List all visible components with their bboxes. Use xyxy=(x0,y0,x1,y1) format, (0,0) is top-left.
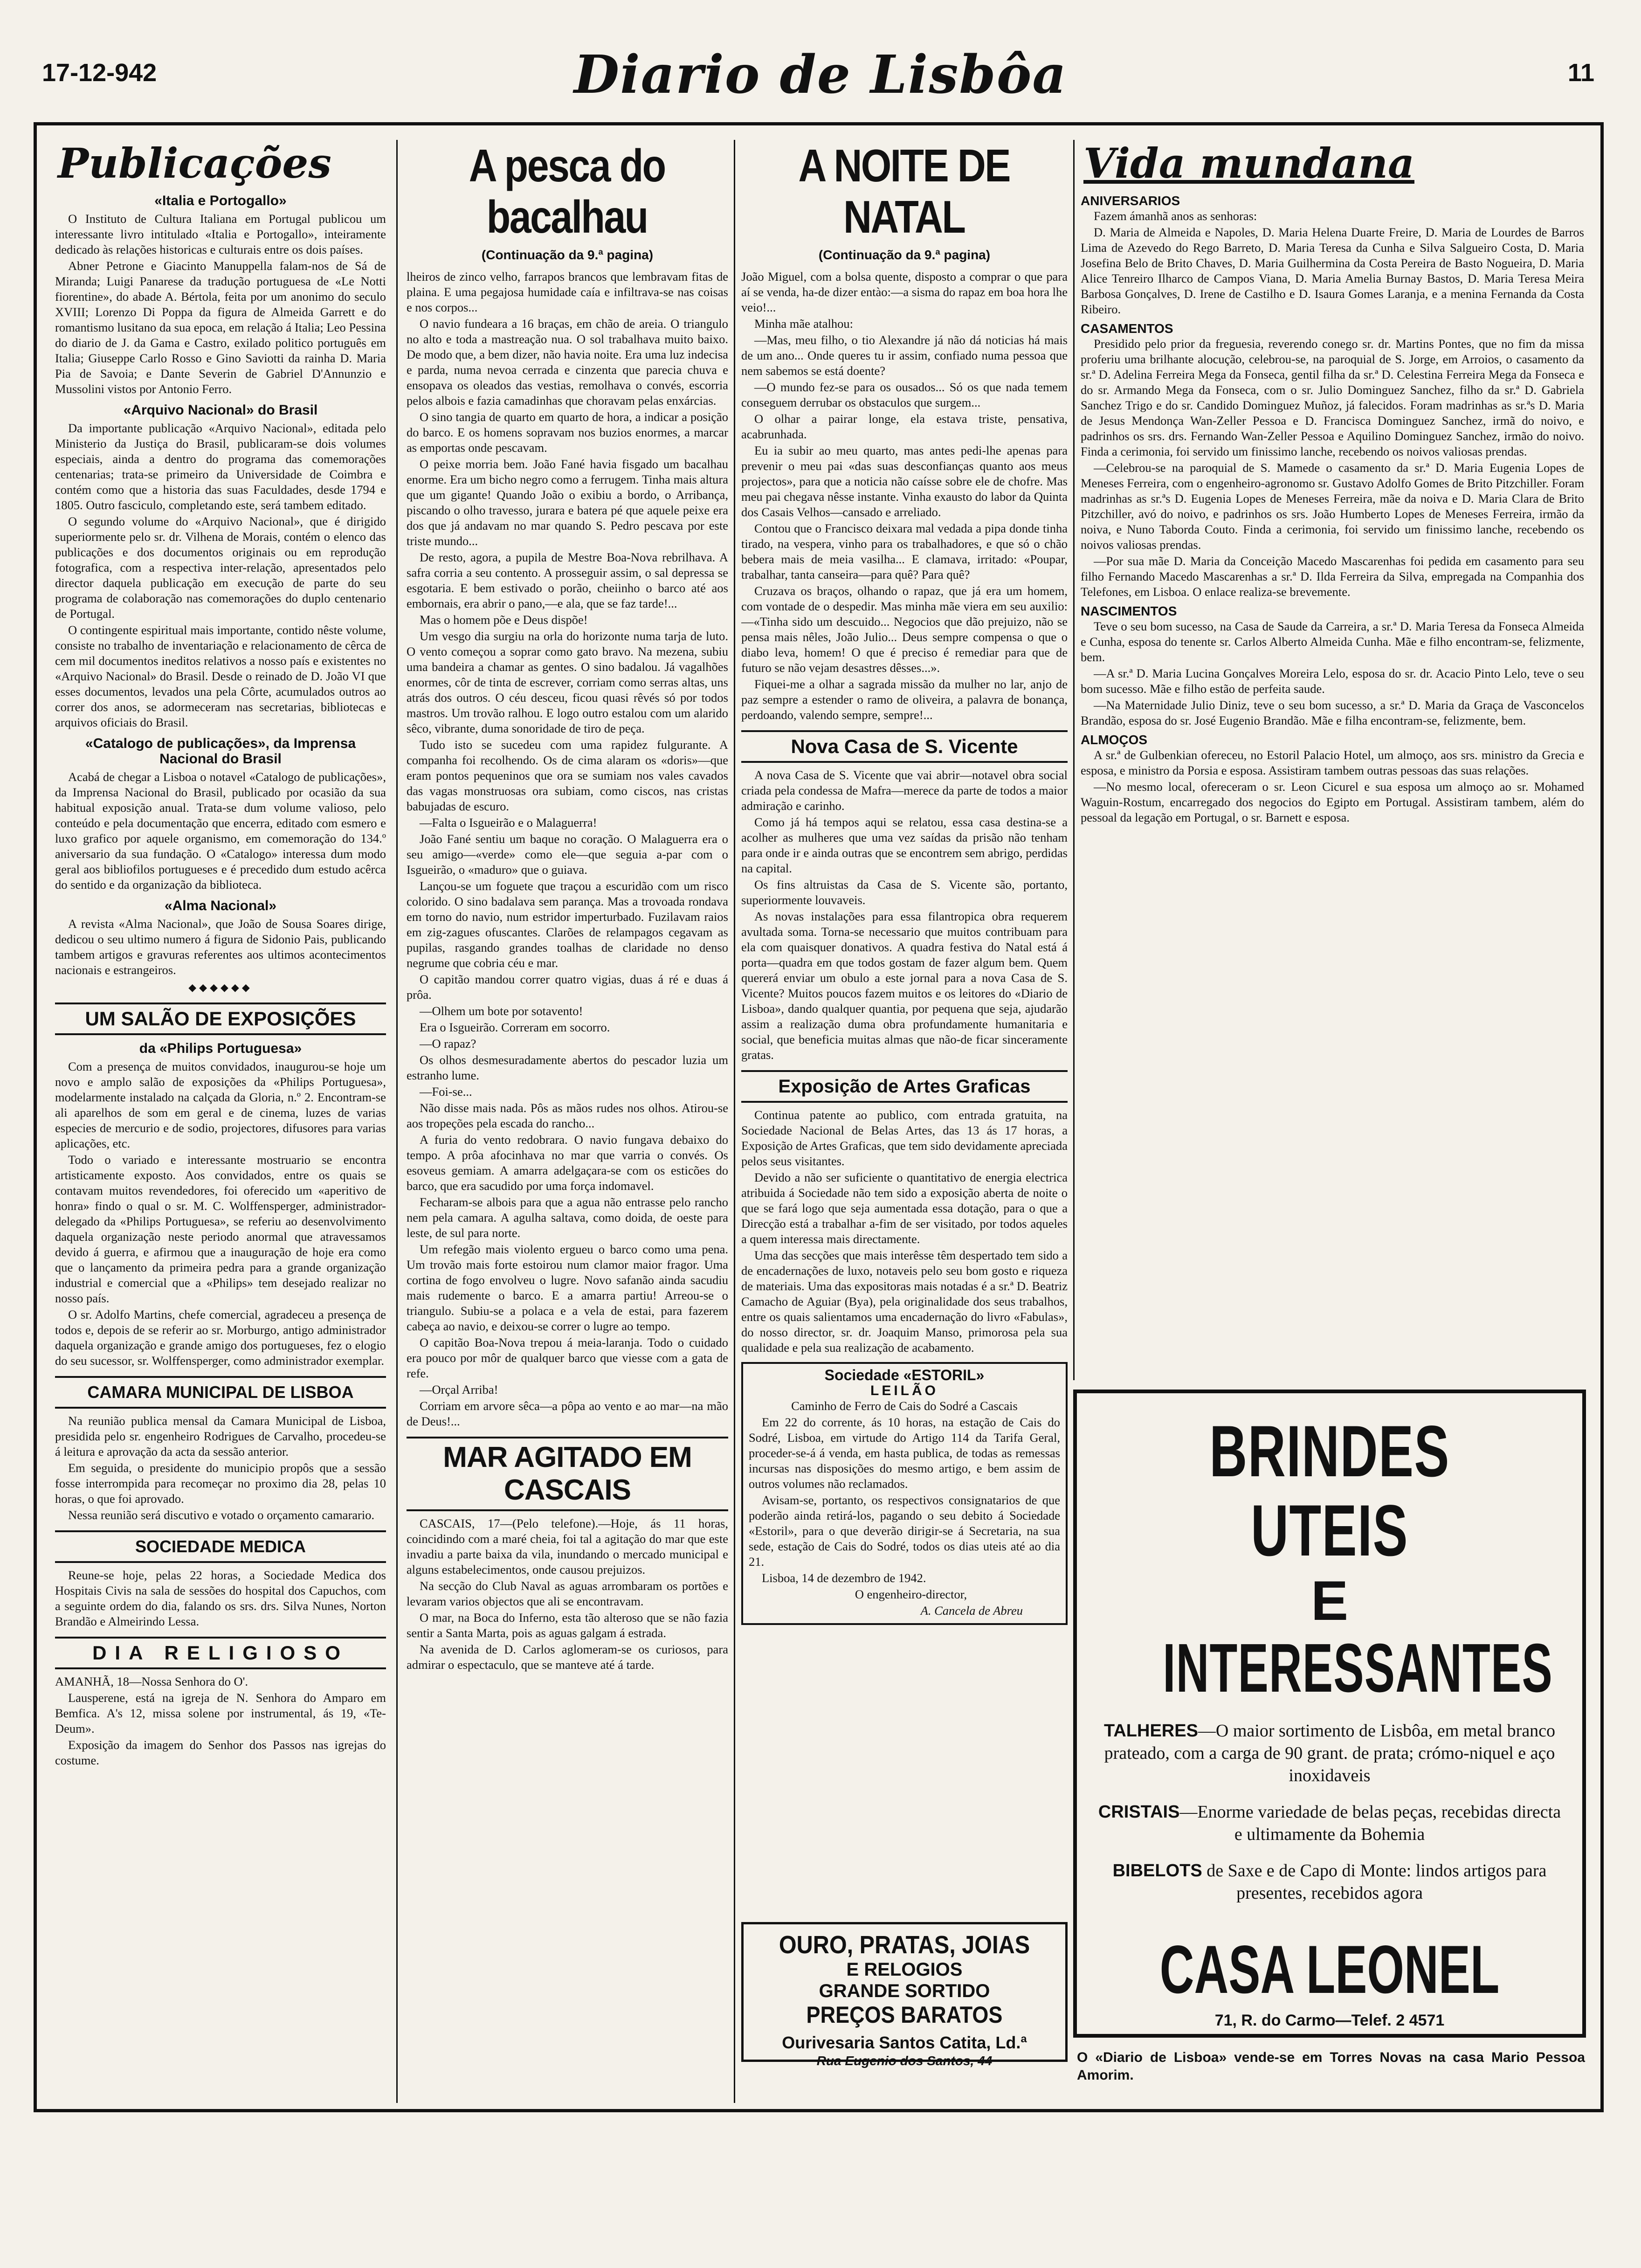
paragraph: Um vesgo dia surgiu na orla do horizonte numa tarja de luto. O vento começou a soprar como gato bravo. Na mezena, subiu uma bandeira a chamar as gentes. O sino badalou. Já vagalhões enormes, côr de tinta de escrever, corriam como serras altas, uns atrás dos outros. O céu desceu, ficou quasi rêvés só por todos mastros. Um trovão ralhou. E logo outro estalou com um alarido sêco, vibrante, duma sonoridade de tiro de peça. xyxy=(407,629,728,735)
article-title: «Italia e Portogallo» xyxy=(154,193,287,208)
paragraph: Lançou-se um foguete que traçou a escuridão com um risco colorido. O sino badalava sem parança. Mas a trovoada rondava em torno do navio, num estridor imperturbado. Fuzilavam raios em zig-zagues ofuscantes. Clarões de relampagos cegavam as pupilas, rasgando grandes toalhas de claridade no denso negrume que cobria céu e mar. xyxy=(407,879,728,970)
advert-item xyxy=(1077,1801,1582,1846)
paragraph: João Miguel, com a bolsa quente, disposto a comprar o que para aí se venda, ha-de dizer entào:—a sisma do rapaz em boa hora lhe veio!... xyxy=(741,270,1068,314)
paragraph: D. Maria de Almeida e Napoles, D. Maria Helena Duarte Freire, D. Maria de Lourdes de Barros Lima de Azevedo do Rego Barreto, D. Maria Teresa da Cunha e Silva Salgueiro Costa, D. Maria Josefina Belo de Brito Chaves, D. Maria Guilhermina da Costa Pereira de Basto Nogueira, D. Maria Alice Tenreiro Ilharco de Campos Viana, D. Maria Amelia Burnay Bastos, D. Maria Teresa Meira Barbosa Gonçalves, D. Irene de Castilho e D. Isaura Gomes Laranja, e a menina Fernanda da Costa Ribeiro. xyxy=(1081,225,1584,316)
paragraph: A nova Casa de S. Vicente que vai abrir—notavel obra social criada pela condessa de Mafra—merece da parte de todos a maior admiração e carinho. xyxy=(741,768,1068,813)
article-headline: Exposição de Artes Graficas xyxy=(741,1070,1068,1103)
paragraph: Fecharam-se albois para que a agua não entrasse pelo rancho nem pela camara. A agulha saltava, como doida, de oeste para leste, de sul para norte. xyxy=(407,1195,728,1240)
paragraph: —A sr.ª D. Maria Lucina Gonçalves Moreira Lelo, esposa do sr. dr. Acacio Pinto Lelo, teve o seu bom sucesso. Mãe e filho estão de perfeita saude. xyxy=(1081,666,1584,696)
continuation-note: (Continuação da 9.ª pagina) xyxy=(481,248,654,262)
paragraph: —Falta o Isgueirão e o Malaguerra! xyxy=(420,816,597,830)
paragraph: lheiros de zinco velho, farrapos brancos que lembravam fitas de plaina. E uma pegajosa humidade caía e infiltrava-se nas coisas e nos corpos... xyxy=(407,270,728,314)
paragraph: O sr. Adolfo Martins, chefe comercial, agradeceu a presença de todos e, depois de se referir ao sr. Morburgo, antigo administrador daquela organização e grande amigo dos portugueses, fez o elogio do seu sucessor, sr. Wolffensperger, como administrador exemplar. xyxy=(55,1307,386,1368)
paragraph: O capitão mandou correr quatro vigias, duas á ré e duas á prôa. xyxy=(407,972,728,1002)
paragraph: A revista «Alma Nacional», que João de Sousa Soares dirige, dedicou o seu ultimo numero á figura de Sidonio Pais, publicando tambem artigos e gravuras referentes aos ultimos acontecimentos nacionais e estrangeiros. xyxy=(55,917,386,977)
paragraph: Uma das secções que mais interêsse têm despertado tem sido a de encadernações de luxo, notaveis pelo seu bom gosto e riqueza de materiais. Uma das expositoras mais notadas é a sr.ª D. Beatriz Camacho de Aguiar (Bya), pela originalidade dos seus trabalhos, entre os quais salientamos uma encadernação do livro «Fabulas», do nosso director, sr. dr. Joaquim Manso, primorosa pela sua qualidade e pela sua realização de acabamento. xyxy=(741,1248,1068,1355)
advert-item-text: —O maior sortimento de Lisbôa, em metal branco prateado, com a carga de 90 grant. de prata; crómo-niquel e aço inoxidaveis xyxy=(1104,1721,1556,1785)
advert-item xyxy=(1077,1720,1582,1787)
notice-date: Lisboa, 14 de dezembro de 1942. xyxy=(762,1571,926,1585)
advert-headline: E xyxy=(1310,1570,1349,1632)
advert-item-title: CRISTAIS xyxy=(1098,1802,1180,1822)
paragraph: —O mundo fez-se para os ousados... Só os que nada temem conseguem derrubar os obstaculos que surgem... xyxy=(741,380,1068,409)
column-rule xyxy=(396,140,398,2103)
paragraph: Lausperene, está na igreja de N. Senhora do Amparo em Bemfica. A's 12, missa solene por instrumental, ás 19, «Te-Deum». xyxy=(55,1691,386,1736)
paragraph: Não disse mais nada. Pôs as mãos rudes nos olhos. Atirou-se aos tropeções pela escada do rancho... xyxy=(407,1101,728,1130)
paragraph: Fazem ámanhã anos as senhoras: xyxy=(1094,209,1257,223)
advert-address: Rua Eugenio dos Santos, 44 xyxy=(816,2054,993,2068)
newspaper-title: Diario de Lisbôa xyxy=(574,44,1067,105)
column-pesca-bacalhau xyxy=(407,140,728,2098)
paragraph: Na reunião publica mensal da Camara Municipal de Lisboa, presidida pelo sr. engenheiro Rodrigues de Carvalho, procedeu-se á leitura e aprovação da acta da sessão anterior. xyxy=(55,1414,386,1459)
masthead xyxy=(42,44,1599,119)
section-title: Publicações xyxy=(58,140,331,187)
column-vida-mundana xyxy=(1081,140,1584,1376)
continuation-note: (Continuação da 9.ª pagina) xyxy=(818,248,991,262)
paragraph: Da importante publicação «Arquivo Nacional», editada pelo Ministerio da Justiça do Brasil, publicaram-se dois volumes especiais, ainda a dentro do programa das comemorações centenarias; trata-se primeiro da Universidade de Coimbra e contém como que a historia das suas Faculdades, desde 1794 e 1805. Outro fasciculo, completando este, será tambem editado. xyxy=(55,421,386,512)
article-headline: Nova Casa de S. Vicente xyxy=(741,730,1068,763)
paragraph: O navio fundeara a 16 braças, em chão de areia. O triangulo no alto e toda a mastreação nua. O sol trabalhava muito baixo. De modo que, a bem dizer, não havia noite. Era uma luz indecisa e parda, numa nevoa cerrada e cinzenta que parecia chuva e ensopava os oleados das vestias, remolhava o convés, escorria pelos albois e fazia camadinhas que choravam pelas enxárcias. xyxy=(407,317,728,408)
paragraph: Reune-se hoje, pelas 22 horas, a Sociedade Medica dos Hospitais Civis na sala de sessões do hospital dos Capuchos, com a seguinte ordem do dia, falando os srs. drs. Silva Nunes, Norton Brandão e Almeirindo Lessa. xyxy=(55,1568,386,1628)
paragraph: Como já há tempos aqui se relatou, essa casa destina-se a acolher as mulheres que uma vez saídas da prisão não tenham para onde ir e ainda outras que se encontrem sem abrigo, perdidas na capital. xyxy=(741,815,1068,875)
article-subtitle: da «Philips Portuguesa» xyxy=(139,1041,302,1056)
paragraph: Devido a não ser suficiente o quantitativo de energia electrica atribuida á Sociedade não tem sido a exposição aberta de noite o que se fará logo que seja aumentada essa dotação, para o que a Direcção está a trabalhar a-fim de ser visitado, por todos aqueles a quem interessa mais directamente. xyxy=(741,1170,1068,1246)
article-title: «Arquivo Nacional» do Brasil xyxy=(123,402,318,418)
advert-line: OURO, PRATAS, JOIAS xyxy=(779,1931,1030,1959)
advert-headline: INTERESSANTES xyxy=(1163,1630,1553,1707)
paragraph: —No mesmo local, ofereceram o sr. Leon Cicurel e sua esposa um almoço ao sr. Mohamed Waguin-Rostum, encarregado dos negocios do Egipto em Portugal. Assistiram tambem, além do pessoal da legação em Portugal, o sr. Barnett e esposa. xyxy=(1081,780,1584,824)
paragraph: Continua patente ao publico, com entrada gratuita, na Sociedade Nacional de Belas Artes, das 13 ás 17 horas, a Exposição de Artes Graficas, que tem sido devidamente apreciada pelos seus visitantes. xyxy=(741,1108,1068,1168)
advert-shop: Ourivesaria Santos Catita, Ld.ª xyxy=(782,2033,1027,2052)
advert-line: GRANDE SORTIDO xyxy=(819,1981,990,2001)
article-headline: MAR AGITADO EM CASCAIS xyxy=(407,1437,728,1511)
paragraph: O segundo volume do «Arquivo Nacional», que é dirigido superiormente pelo sr. dr. Vilhena de Morais, contém o elenco das publicações e dos documentos originais ou em reprodução fotografica, com a respectiva inter-relação, apresentados pelo director daquela publicação em execução de parte do seu programa de colaboração nas comemorações do duplo centenario de Portugal. xyxy=(55,514,386,621)
advert-headline: BRINDES UTEIS xyxy=(1209,1411,1450,1571)
column-rule xyxy=(1073,140,1075,1380)
distribution-note: O «Diario de Lisboa» vende-se em Torres Novas na casa Mario Pessoa Amorim. xyxy=(1077,2050,1585,2083)
paragraph: O olhar a pairar longe, ela estava triste, pensativa, acabrunhada. xyxy=(741,412,1068,441)
paragraph: —Orçal Arriba! xyxy=(420,1383,498,1397)
article-headline: A pesca do bacalhau xyxy=(469,140,665,242)
advert-item-title: TALHERES xyxy=(1103,1721,1198,1741)
paragraph: A sr.ª de Gulbenkian ofereceu, no Estoril Palacio Hotel, um almoço, aos srs. ministro da Grecia e esposa, e ministro da Porsia e esposa. Assistiram tambem outras pessoas das suas relações. xyxy=(1081,748,1584,777)
article-title: «Catalogo de publicações», da Imprensa Nacional do Brasil xyxy=(85,736,356,767)
paragraph: Avisam-se, portanto, os respectivos consignatarios de que poderão ainda retirá-los, pagando o seu debito á Sociedade «Estoril», para o que deverão dirigir-se á Secretaria, na sua sede, estação de Cais do Sodré, todos os dias uteis até ao dia 21. xyxy=(749,1493,1060,1569)
paragraph: Na avenida de D. Carlos aglomeram-se os curiosos, para admirar o espectaculo, que se manteve até á tarde. xyxy=(407,1642,728,1672)
subsection-label: ALMOÇOS xyxy=(1081,733,1148,747)
advert-item-text: de Saxe e de Capo di Monte: lindos artigos para presentes, recebidos agora xyxy=(1202,1861,1547,1903)
advert-shop-name: CASA LEONEL xyxy=(1159,1931,1500,2007)
article-headline: DIA RELIGIOSO xyxy=(55,1637,386,1669)
paragraph: Todo o variado e interessante mostruario se encontra artisticamente exposto. Aos convidados, entre os quais se contavam muitos revendedores, foi oferecido um «aperitivo de honra» findo o qual o sr. M. C. Wolffensperger, administrador-delegado da «Philips Portuguesa», se referiu ao desenvolvimento daquela organização neste periodo anormal que atravessamos devido á guerra, e afirmou que a inauguração de hoje era como que o lançamento da primeira pedra para a grande organização industrial e comercial que a «Philips» tem desejado realizar no nosso país. xyxy=(55,1153,386,1305)
article-headline: SOCIEDADE MEDICA xyxy=(55,1530,386,1563)
page-number: 11 xyxy=(1567,59,1594,87)
paragraph: —Na Maternidade Julio Diniz, teve o seu bom sucesso, a sr.ª D. Maria da Graça de Vasconcelos Brandão, esposa do sr. José Eugenio Brandão. Mãe e filha encontram-se, felizmente, bem. xyxy=(1081,698,1584,727)
paragraph: Minha mãe atalhou: xyxy=(754,317,853,331)
paragraph: Presidido pelo prior da freguesia, reverendo conego sr. dr. Martins Pontes, que no fim da missa proferiu uma brilhante alocução, celebrou-se, na paroquial de S. Jorge, em Arroios, o casamento da sr.ª D. Adelina Ferreira Mega da Fonseca, gentil filha da sr.ª D. Celestina Ferreira Mega da Fonseca e do sr. Armando Mega da Fonseca, com o sr. Julio Dominguez Sanchez, filho da sr.ª D. Gabriela Sanchez Trigo e do sr. Candido Dominguez Muñoz, já falecidos. Foram madrinhas as sr.ªs D. Maria de Jesus Mendonça Wan-Zeller Pessoa e D. Francisca Dominguez Sanchez, irmã do noivo, e padrinhos os srs. drs. Fernando Wan-Zeller Pessoa e Aquilino Dominguez Sanchez, irmão do noivo. Finda a cerimonia, foi servido um finissimo lanche, recebendo os noivos valiosas prendas. xyxy=(1081,337,1584,458)
paragraph: O mar, na Boca do Inferno, esta tão alteroso que se não fazia sentir a Santa Marta, pois as aguas galgam á estrada. xyxy=(407,1611,728,1640)
paragraph: Teve o seu bom sucesso, na Casa de Saude da Carreira, a sr.ª D. Maria Teresa da Fonseca Almeida e Cunha, esposa do tenente sr. Carlos Alberto Almeida Cunha. Mãe e filho encontram-se, felizmente, bem. xyxy=(1081,619,1584,664)
paragraph: Nessa reunião será discutivo e votado o orçamento camarario. xyxy=(68,1508,375,1522)
column-noite-natal xyxy=(741,140,1068,1912)
article-title: «Alma Nacional» xyxy=(164,898,277,913)
paragraph: —Mas, meu filho, o tio Alexandre já não dá noticias há mais de um ano... Onde queres tu ir assim, confiado numa pessoa que nem sabemos se está doente? xyxy=(741,333,1068,378)
notice-subtitle: LEILÃO xyxy=(870,1383,938,1398)
subsection-label: NASCIMENTOS xyxy=(1081,604,1177,618)
paragraph: Mas o homem põe e Deus dispõe! xyxy=(420,613,588,627)
column-rule xyxy=(734,140,735,2103)
separator: ◆◆◆◆◆◆ xyxy=(188,982,253,993)
paragraph: —Por sua mãe D. Maria da Conceição Macedo Mascarenhas foi pedida em casamento para seu filho Fernando Macedo Mascarenhas a sr.ª D. Ilda Ferreira da Silva, empregada na Companhia dos Telefones, em Lisboa. O enlace realiza-se brevemente. xyxy=(1081,554,1584,599)
paragraph: Era o Isgueirão. Correram em socorro. xyxy=(420,1020,610,1034)
paragraph: —O rapaz? xyxy=(420,1037,476,1051)
article-headline: UM SALÃO DE EXPOSIÇÕES xyxy=(55,1003,386,1035)
section-title: Vida mundana xyxy=(1083,140,1414,187)
paragraph: A furia do vento redobrara. O navio fungava debaixo do tempo. A prôa afocinhava no mar que varria o convés. Os esoveus gemiam. A amarra adelgaçara-se com os esticões do barco, que era sacudido por uma força indomavel. xyxy=(407,1133,728,1193)
paragraph: Um refegão mais violento ergueu o barco como uma pena. Um trovão mais forte estoirou num clamor maior fragor. Uma cortina de fogo envolveu o lugre. Novo safanão ainda sacudiu mais rudemente o barco. E a amarra partiu! Arreou-se o triangulo. Subiu-se a polaca e a vela de estai, para fazerem cabeça ao navio, e deixou-se correr o lugre ao tempo. xyxy=(407,1242,728,1333)
notice-role: O engenheiro-director, xyxy=(855,1587,967,1601)
column-publicacoes xyxy=(55,140,386,2098)
casa-leonel-advert xyxy=(1073,1390,1586,2038)
notice-signature: A. Cancela de Abreu xyxy=(920,1604,1023,1618)
paragraph: —Celebrou-se na paroquial de S. Mamede o casamento da sr.ª D. Maria Eugenia Lopes de Meneses Ferreira, com o engenheiro-agronomo sr. Gustavo Adolfo Gomes de Brito Pitzchiller. Foram madrinhas as sr.ªs D. Eugenia Lopes de Meneses Ferreira, mãe da noiva e D. Maria Clara de Brito Pitzchiller, avó do noivo, e padrinhos os srs. João Humberto Lopes de Meneses Ferreira, irmão da noiva, e Nuno Taborda Couto. Finda a cerimonia, foi servido um finissimo lanche, recebendo os noivos valiosas prendas. xyxy=(1081,461,1584,552)
advert-item-text: —Enorme variedade de belas peças, recebidas directa e ultimamente da Bohemia xyxy=(1179,1802,1561,1844)
paragraph: Com a presença de muitos convidados, inaugurou-se hoje um novo e amplo salão de exposições da «Philips Portuguesa», modelarmente instalado na calçada da Gloria, n.º 2. Encontram-se ali aparelhos de som em geral e de cinema, luzes de varias especies de mercurio e de sodio, projectores, difusores para varias aplicações, etc. xyxy=(55,1059,386,1150)
paragraph: —Foi-se... xyxy=(420,1085,472,1099)
paragraph: O peixe morria bem. João Fané havia fisgado um bacalhau enorme. Era um bicho negro como a ferrugem. Tinha mais altura que um gigante! Quando João o exibiu a bordo, o Arribança, piscando o olho travesso, jurara e batera pé que aquele peixe era dos que já andavam no mar quando S. Pedro pescava por este triste mundo... xyxy=(407,457,728,548)
paragraph: Exposição da imagem do Senhor dos Passos nas igrejas do costume. xyxy=(55,1738,386,1767)
advert-line: PREÇOS BARATOS xyxy=(806,2002,1003,2028)
paragraph: —Olhem um bote por sotavento! xyxy=(420,1004,583,1018)
advert-line: E RELOGIOS xyxy=(846,1959,963,1980)
paragraph: Cruzava os braços, olhando o rapaz, que já era um homem, com vontade de o despedir. Mas minha mãe viera em seu auxilio:—«Tinha sido um descuido... Negocios que dão prejuizo, não se pensa mais nêles, João Julio... Deus sempre compensa o que o diabo leva, homem! O que é preciso é remediar para que de futuro se não vejam desastres dêsses...». xyxy=(741,584,1068,675)
advert-item xyxy=(1077,1860,1582,1904)
paragraph: Abner Petrone e Giacinto Manuppella falam-nos de Sá de Miranda; Luigi Panarese da tradução portuguesa de «Le Notti fiorentine», do abade A. Bértola, feita por um anonimo do seculo XVIII; Lorenzo Di Poppa da figura de Almeida Garrett e do romantismo lusitano da sua epoca, em relação á Italia; Leo Pessina do diario de J. da Gama e Castro, exilado politico português em Italia; Giuseppe Carlo Rosso e Gino Saviotti da rainha D. Maria Pia de Savoia; e Dante Severin de Gabriel D'Annunzio e Mussolini vistos por Antonio Ferro. xyxy=(55,259,386,396)
paragraph: Tudo isto se sucedeu com uma rapidez fulgurante. A companha foi recolhendo. Os de cima alaram os «doris»—que eram pontos pequeninos que ora se sumiam nos vales cavados das vagas monstruosas ora subiam, como ciscos, nas cristas babujadas de escuro. xyxy=(407,738,728,813)
paragraph: Em 22 do corrente, ás 10 horas, na estação de Cais do Sodré, Lisboa, em virtude do Artigo 114 da Tarifa Geral, proceder-se-á á venda, em hasta publica, de todas as remessas incursas nas disposições do mesmo artigo, e bem assim de outros volumes não reclamados. xyxy=(749,1415,1060,1491)
jewellery-advert xyxy=(741,1922,1068,2068)
notice-title: Sociedade «ESTORIL» xyxy=(824,1367,985,1383)
paragraph: O contingente espiritual mais importante, contido nêste volume, consiste no trabalho de inventariação e relacionamento de cêrca de cem mil documentos ineditos relativos a nosso país e existentes no «Arquivo Nacional» do Brasil. Desde o reinado de D. João VI que esses documentos, levados una pela Côrte, acumulados outros ao correr dos anos, se adormeceram nas secretarias, bibliotecas e arquivos oficiais do Brasil. xyxy=(55,623,386,729)
paragraph: João Fané sentiu um baque no coração. O Malaguerra era o seu amigo—«verde» como ele—que seguia a-par com o Isgueirão, o «maduro» que o guiava. xyxy=(407,832,728,877)
article-headline: CAMARA MUNICIPAL DE LISBOA xyxy=(55,1376,386,1409)
article-headline: A NOITE DE NATAL xyxy=(798,140,1010,242)
paragraph: Eu ia subir ao meu quarto, mas antes pedi-lhe apenas para prevenir o meu pai «das suas desconfianças quanto aos meus projectos», para que a noticia não caísse sobre ele de chofre. Mas meu pai chegava nêsse instante. Vinha exausto do labor da Quinta dos Casais Velhos—cansado e arreliado. xyxy=(741,443,1068,519)
paragraph: Os olhos desmesuradamente abertos do pescador luzia um estranho lume. xyxy=(407,1053,728,1082)
paragraph: Fiquei-me a olhar a sagrada missão da mulher no lar, anjo de paz sempre a estender o ramo de oliveira, a palavra de bonança, perdoando, valendo sempre, sempre!... xyxy=(741,677,1068,722)
paragraph: CASCAIS, 17—(Pelo telefone).—Hoje, ás 11 horas, coincidindo com a maré cheia, foi tal a agitação do mar que este invadiu a parte baixa da vila, inundando o mercado municipal e alguns estabelecimentos, onde causou prejuizos. xyxy=(407,1516,728,1577)
paragraph: Contou que o Francisco deixara mal vedada a pipa donde tinha tirado, na vespera, vinho para os trabalhadores, e que só o chão bebera mais de meia vasilha... E clamava, irritado: «Poupar, trabalhar, tanta canseira—para quê? Para quê? xyxy=(741,521,1068,581)
paragraph: De resto, agora, a pupila de Mestre Boa-Nova rebrilhava. A safra corria a seu contento. A prosseguir assim, o sal depressa se esgotaria. E bem estivado o porão, cheiinho o barco até aos embornais, era abrir o pano,—e ala, que se faz tarde!... xyxy=(407,550,728,610)
paragraph: O capitão Boa-Nova trepou á meia-laranja. Todo o cuidado era pouco por môr de qualquer barco que viesse com a gata de refe. xyxy=(407,1335,728,1380)
paragraph: Caminho de Ferro de Cais do Sodré a Cascais xyxy=(791,1399,1018,1413)
subsection-label: CASAMENTOS xyxy=(1081,321,1173,336)
paragraph: As novas instalações para essa filantropica obra requerem avultada soma. Torna-se necessario que muitos contribuam para ela com quaisquer donativos. A quadra festiva do Natal está á porta—quadra em que todos gostam de fazer algum bem. Quem quererá enviar um obulo a este jornal para a nova Casa de S. Vicente? Muitos poucos fazem muitos e os leitores do «Diario de Lisboa», dando qualquer quantia, por pequena que seja, ajudarão assim a realização duma obra profundamente humanitaria e social, que beneficia muitas almas que não-de ficar sinceramente gratas. xyxy=(741,909,1068,1062)
subsection-label: ANIVERSARIOS xyxy=(1081,194,1180,208)
paragraph: Os fins altruistas da Casa de S. Vicente são, portanto, superiormente louvaveis. xyxy=(741,878,1068,907)
paragraph: Corriam em arvore sêca—a pôpa ao vento e ao mar—na mão de Deus!... xyxy=(407,1399,728,1428)
notice-box xyxy=(741,1362,1068,1625)
paragraph: Acabá de chegar a Lisboa o notavel «Catalogo de publicações», da Imprensa Nacional do Brasil, publicado por ocasião da sua habitual exposição anual. Trata-se dum volume valioso, pelo conteúdo e pela documentação que encerra, editado com esmero e luxo grafico por aquele organismo, em comemoração do 134.º aniversario da sua fundação. O «Catalogo» interessa dum modo geral aos bibliofilos portugueses e é precedido dum estudo acêrca do sentido e da organização da biblioteca. xyxy=(55,770,386,892)
issue-date: 17-12-942 xyxy=(42,59,157,87)
paragraph: O sino tangia de quarto em quarto de hora, a indicar a posição do barco. E os homens sopravam nos buzios enormes, a marcar as emportas onde pescavam. xyxy=(407,410,728,455)
advert-item-title: BIBELOTS xyxy=(1112,1861,1202,1881)
paragraph: O Instituto de Cultura Italiana em Portugal publicou um interessante livro intitulado «Italia e Portogallo», inteiramente dedicado às relações historicas e culturais entre os dois países. xyxy=(55,212,386,256)
paragraph: AMANHÃ, 18—Nossa Senhora do O'. xyxy=(55,1674,248,1688)
paragraph: Na secção do Club Naval as aguas arrombaram os portões e levaram varios objectos que ali se encontravam. xyxy=(407,1579,728,1608)
paragraph: Em seguida, o presidente do municipio propôs que a sessão fosse interrompida para recomeçar no proximo dia 28, pelas 10 horas, o que foi aprovado. xyxy=(55,1461,386,1506)
advert-address: 71, R. do Carmo—Telef. 2 4571 xyxy=(1214,2012,1445,2029)
